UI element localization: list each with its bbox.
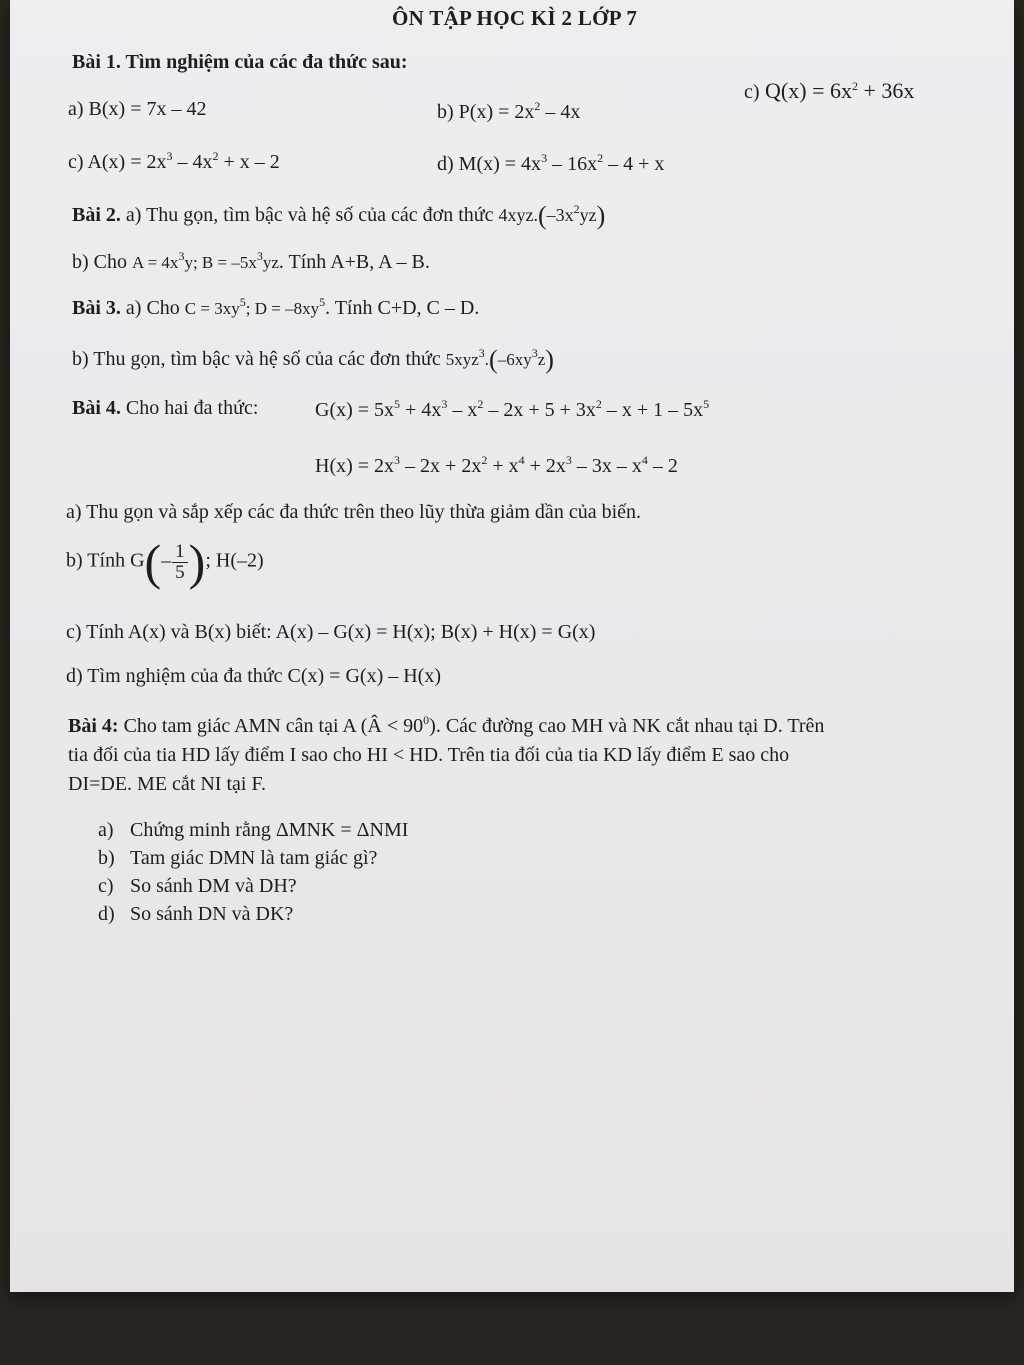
bai4-part-d: d) Tìm nghiệm của đa thức C(x) = G(x) – H(x)	[66, 665, 441, 687]
bai1-item-a	[68, 97, 207, 121]
item-label: b)	[98, 847, 115, 869]
bai1-item-c-q	[744, 78, 914, 104]
list-item	[98, 816, 408, 844]
exponent: 2	[481, 453, 488, 467]
expression-part: M(x) = 4x	[458, 153, 542, 175]
exponent: 3	[541, 151, 548, 165]
item-text: Chứng minh rằng ΔMNK = ΔNMI	[130, 819, 409, 841]
exponent: 4	[518, 453, 525, 467]
exponent: 3	[531, 346, 538, 360]
expression-part: yz	[262, 253, 279, 272]
item-label: b)	[437, 101, 454, 123]
instruction-text: . Tính C+D, C – D.	[325, 297, 480, 319]
expression-part: + x	[487, 455, 519, 477]
statement-text: DI=DE. ME cắt NI tại F.	[68, 773, 266, 795]
expression-part: A(x) = 2x	[87, 151, 167, 173]
item-text: So sánh DM và DH?	[130, 875, 297, 897]
fraction-numerator: 1	[172, 542, 188, 563]
item-label: d)	[437, 153, 454, 175]
polynomial-h	[315, 454, 678, 478]
item-text: Tam giác DMN là tam giác gì?	[130, 847, 378, 869]
bai4-part-a: a) Thu gọn và sắp xếp các đa thức trên theo lũy thừa giảm dần của biến.	[66, 501, 641, 523]
statement-text: tia đối của tia HD lấy điểm I sao cho HI < HD. Trên tia đối của tia KD lấy điểm E sao cho	[68, 744, 790, 766]
statement-text: Cho tam giác AMN cân tại A (	[118, 715, 368, 737]
angle-condition: Â < 90	[367, 715, 424, 737]
bai4-intro	[72, 396, 258, 420]
exponent: 2	[477, 397, 484, 411]
exponent: 3	[565, 453, 572, 467]
exponent: 5	[394, 397, 401, 411]
bai4-geometry-statement	[68, 712, 998, 799]
item-label: d)	[98, 903, 115, 925]
list-item	[98, 844, 408, 872]
exponent: 2	[597, 151, 604, 165]
exponent: 3	[178, 249, 185, 263]
expression-part: –6xy	[497, 350, 532, 369]
paren: )	[545, 345, 554, 374]
expression-part: + 4x	[400, 399, 442, 421]
item-label: c)	[744, 81, 760, 103]
bai2-part-a	[72, 200, 605, 231]
exponent: 4	[641, 453, 648, 467]
expression-part: 5xyz	[445, 350, 479, 369]
instruction-text: b) Cho	[72, 251, 132, 273]
worksheet-paper	[10, 0, 1014, 1292]
exponent: 3	[166, 149, 173, 163]
expression-part: –3x	[546, 205, 574, 225]
paren: )	[596, 201, 606, 230]
expression-part: .	[484, 350, 490, 369]
expression-part: z	[537, 350, 546, 369]
bai1-item-d	[437, 152, 664, 176]
expression-part: 4xyz.	[498, 205, 538, 225]
expression-part: – 4 + x	[603, 153, 665, 175]
expression-part: – x	[447, 399, 478, 421]
paren: (	[144, 534, 162, 590]
fraction	[172, 542, 188, 583]
bai1-item-b	[437, 100, 580, 124]
exponent: 2	[595, 397, 602, 411]
bai4-part-c: c) Tính A(x) và B(x) biết: A(x) – G(x) = H(x); B(x) + H(x) = G(x)	[66, 621, 596, 643]
bai3-part-b	[72, 344, 554, 375]
item-label: a)	[68, 98, 84, 120]
instruction-text: ; H(–2)	[205, 549, 264, 572]
expression-part: + x – 2	[218, 151, 280, 173]
instruction-text: . Tính A+B, A – B.	[278, 251, 430, 273]
exponent: 3	[441, 397, 448, 411]
item-label: c)	[98, 875, 114, 897]
expression-part: H(x) = 2x	[315, 455, 395, 477]
expression-part: Q(x) = 6x	[765, 78, 852, 103]
paren: (	[538, 201, 547, 230]
statement-text: ). Các đường cao MH và NK cắt nhau tại D. Trên	[429, 715, 825, 737]
exponent: 2	[852, 79, 858, 93]
exponent: 2	[534, 99, 541, 113]
expression-part: A = 4x	[132, 253, 179, 272]
expression-part: – 3x – x	[571, 455, 642, 477]
exponent: 3	[478, 346, 485, 360]
bai4-part-b	[66, 534, 264, 590]
minus-sign: –	[161, 549, 172, 572]
bai2-part-b	[72, 250, 430, 274]
expression-part: P(x) = 2x	[458, 101, 535, 123]
instruction-text: Cho hai đa thức:	[120, 397, 259, 419]
instruction-text: b) Tính G	[66, 549, 145, 572]
expression-part: y; B = –5x	[184, 253, 257, 272]
expression-part: G(x) = 5x	[315, 399, 395, 421]
instruction-text: a) Cho	[120, 297, 185, 319]
item-label: c)	[68, 151, 84, 173]
exercise-number: Bài 2.	[72, 204, 121, 226]
exponent: 5	[703, 397, 710, 411]
expression-part: – 2x + 5 + 3x	[483, 399, 596, 421]
expression-part: – 4x	[172, 151, 213, 173]
polynomial-g	[315, 398, 709, 422]
item-label: a)	[98, 819, 114, 841]
instruction-text: a) Thu gọn, tìm bậc và hệ số của các đơn thức	[120, 204, 499, 226]
exponent: 2	[212, 149, 219, 163]
expression-part: + 36x	[858, 78, 915, 103]
paren: )	[188, 534, 206, 590]
exponent: 3	[394, 453, 401, 467]
geometry-questions-list	[98, 816, 408, 928]
bai3-part-a	[72, 296, 479, 320]
expression-part: + 2x	[524, 455, 566, 477]
bai1-item-c-a	[68, 150, 280, 174]
exponent: 5	[239, 295, 246, 309]
paren: (	[489, 345, 498, 374]
expression-part: ; D = –8xy	[245, 299, 320, 318]
page-title: ÔN TẬP HỌC KÌ 2 LỚP 7	[392, 6, 638, 30]
bai1-heading: Bài 1. Tìm nghiệm của các đa thức sau:	[72, 51, 408, 73]
exercise-number: Bài 4:	[68, 715, 119, 737]
list-item	[98, 900, 408, 928]
expression-part: – 2	[647, 455, 678, 477]
fraction-denominator: 5	[175, 561, 185, 583]
exponent: 2	[573, 202, 580, 216]
expression: B(x) = 7x – 42	[88, 98, 207, 120]
instruction-text: b) Thu gọn, tìm bậc và hệ số của các đơn thức	[72, 348, 446, 370]
exercise-number: Bài 4.	[72, 397, 121, 419]
list-item	[98, 872, 408, 900]
expression-part: – x + 1 – 5x	[601, 399, 704, 421]
exponent: 3	[256, 249, 263, 263]
expression-part: yz	[579, 205, 597, 225]
exponent: 0	[423, 713, 430, 727]
expression-part: C = 3xy	[184, 299, 240, 318]
expression-part: – 2x + 2x	[400, 455, 482, 477]
expression-part: – 16x	[547, 153, 598, 175]
expression-part: – 4x	[540, 101, 581, 123]
exercise-number: Bài 3.	[72, 297, 121, 319]
exponent: 5	[319, 295, 326, 309]
item-text: So sánh DN và DK?	[130, 903, 294, 925]
